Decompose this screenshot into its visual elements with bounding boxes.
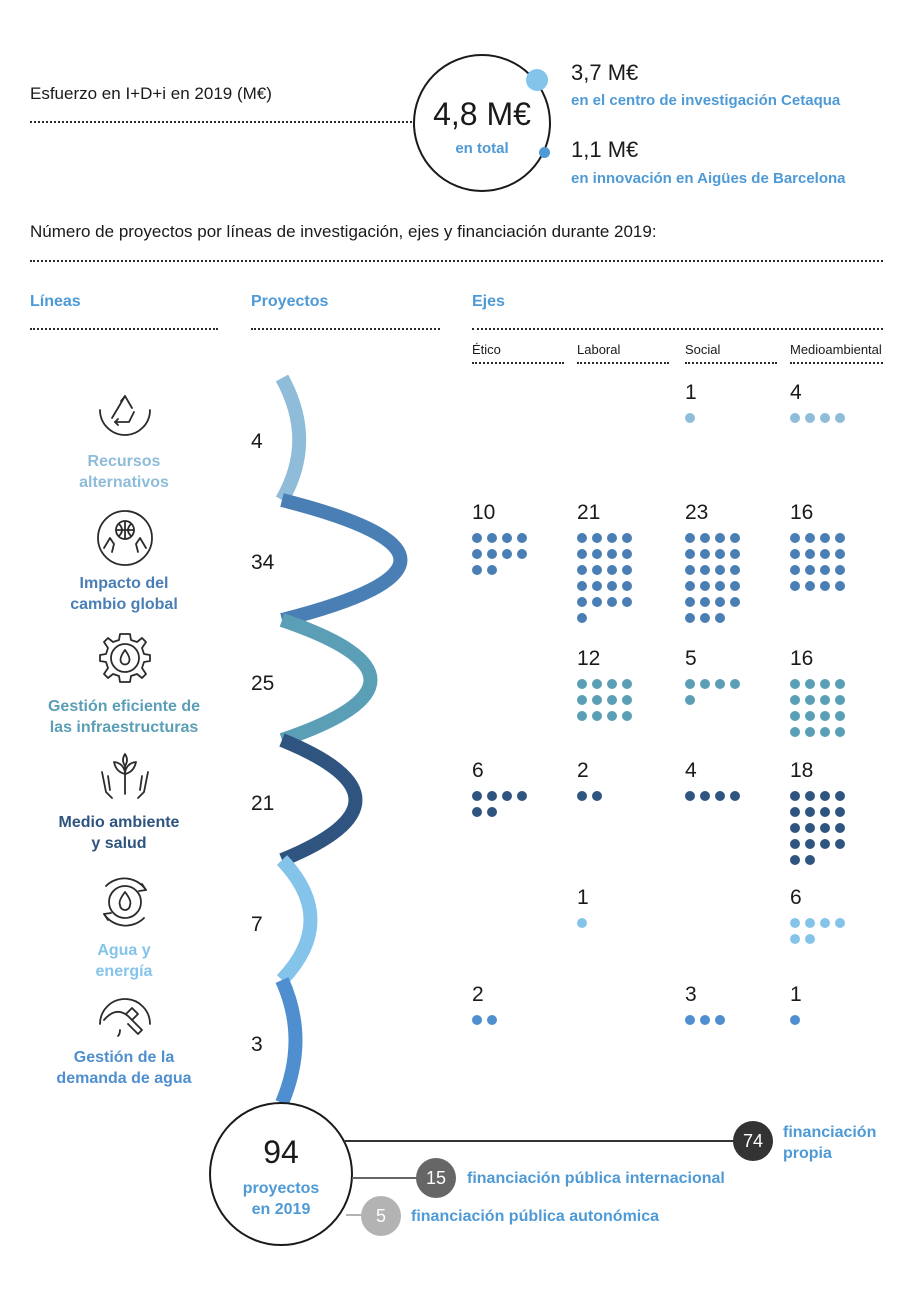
axis-count-medioambiental: 1 [790, 983, 802, 1006]
financing-own-label-l1: financiación [783, 1124, 877, 1141]
cetaqua-value: 3,7 M€ [571, 60, 639, 85]
axis-count-social: 23 [685, 501, 709, 524]
line-label-medio-ambiente-l1: Medio ambiente [58, 814, 180, 831]
axis-count-social: 4 [685, 759, 697, 782]
line-label-medio-ambiente-l2: y salud [91, 835, 147, 852]
axis-count-etico: 6 [472, 759, 484, 782]
axis-count-etico: 10 [472, 501, 496, 524]
projects-count-medio-ambiente: 21 [251, 792, 275, 815]
aigues-caption: en innovación en Aigües de Barcelona [571, 170, 846, 187]
effort-label: Esfuerzo en I+D+i en 2019 (M€) [30, 84, 272, 103]
projects-count-demanda-agua: 3 [251, 1033, 263, 1056]
projects-header: Proyectos [251, 293, 329, 310]
financing-international-badge: 15 [416, 1158, 456, 1198]
projects-count-agua-energia: 7 [251, 913, 263, 936]
projects-count-gestion-infra: 25 [251, 672, 275, 695]
line-label-demanda-agua-l2: demanda de agua [56, 1070, 192, 1087]
total-projects-caption-l1: proyectos [242, 1180, 320, 1197]
axis-count-laboral: 1 [577, 886, 589, 909]
axis-count-medioambiental: 16 [790, 501, 814, 524]
line-label-agua-energia-l2: energía [95, 963, 153, 980]
financing-own-label-l2: propia [783, 1145, 832, 1162]
axis-header-etico: Ético [472, 342, 501, 357]
projects-heading: Número de proyectos por líneas de investigación, ejes y financiación durante 2019: [30, 222, 657, 241]
cetaqua-caption: en el centro de investigación Cetaqua [571, 92, 841, 109]
axis-count-laboral: 21 [577, 501, 601, 524]
total-effort-value: 4,8 M€ [433, 96, 531, 132]
axis-count-medioambiental: 16 [790, 647, 814, 670]
axis-count-social: 3 [685, 983, 697, 1006]
total-projects-caption-l2: en 2019 [251, 1201, 311, 1218]
line-label-agua-energia-l1: Agua y [97, 942, 151, 959]
axis-count-medioambiental: 18 [790, 759, 814, 782]
financing-regional-badge: 5 [361, 1196, 401, 1236]
total-projects-value: 94 [263, 1134, 299, 1170]
projects-count-impacto: 34 [251, 551, 275, 574]
axis-count-medioambiental: 4 [790, 381, 802, 404]
axis-header-medioambiental: Medioambiental [790, 342, 882, 357]
line-label-recursos-l2: alternativos [79, 474, 169, 491]
line-label-recursos-l1: Recursos [87, 453, 161, 470]
aigues-value: 1,1 M€ [571, 137, 639, 162]
line-label-impacto-l2: cambio global [70, 596, 178, 613]
total-effort-caption: en total [455, 140, 509, 157]
lines-header: Líneas [30, 293, 81, 310]
financing-regional-label: financiación pública autonómica [411, 1208, 660, 1225]
axis-header-social: Social [685, 342, 721, 357]
axis-count-social: 5 [685, 647, 697, 670]
axis-header-laboral: Laboral [577, 342, 621, 357]
line-label-demanda-agua-l1: Gestión de la [73, 1049, 175, 1066]
axes-header: Ejes [472, 293, 505, 310]
axis-count-laboral: 2 [577, 759, 589, 782]
line-label-gestion-infra-l1: Gestión eficiente de [47, 698, 201, 715]
financing-international-label: financiación pública internacional [467, 1170, 725, 1187]
line-label-gestion-infra-l2: las infraestructuras [49, 719, 199, 736]
projects-count-recursos: 4 [251, 430, 263, 453]
financing-own-badge: 74 [733, 1121, 773, 1161]
axis-count-laboral: 12 [577, 647, 601, 670]
line-label-impacto-l1: Impacto del [79, 575, 169, 592]
axis-count-etico: 2 [472, 983, 484, 1006]
axis-count-medioambiental: 6 [790, 886, 802, 909]
financing-own-label [783, 1122, 876, 1164]
axis-count-social: 1 [685, 381, 697, 404]
